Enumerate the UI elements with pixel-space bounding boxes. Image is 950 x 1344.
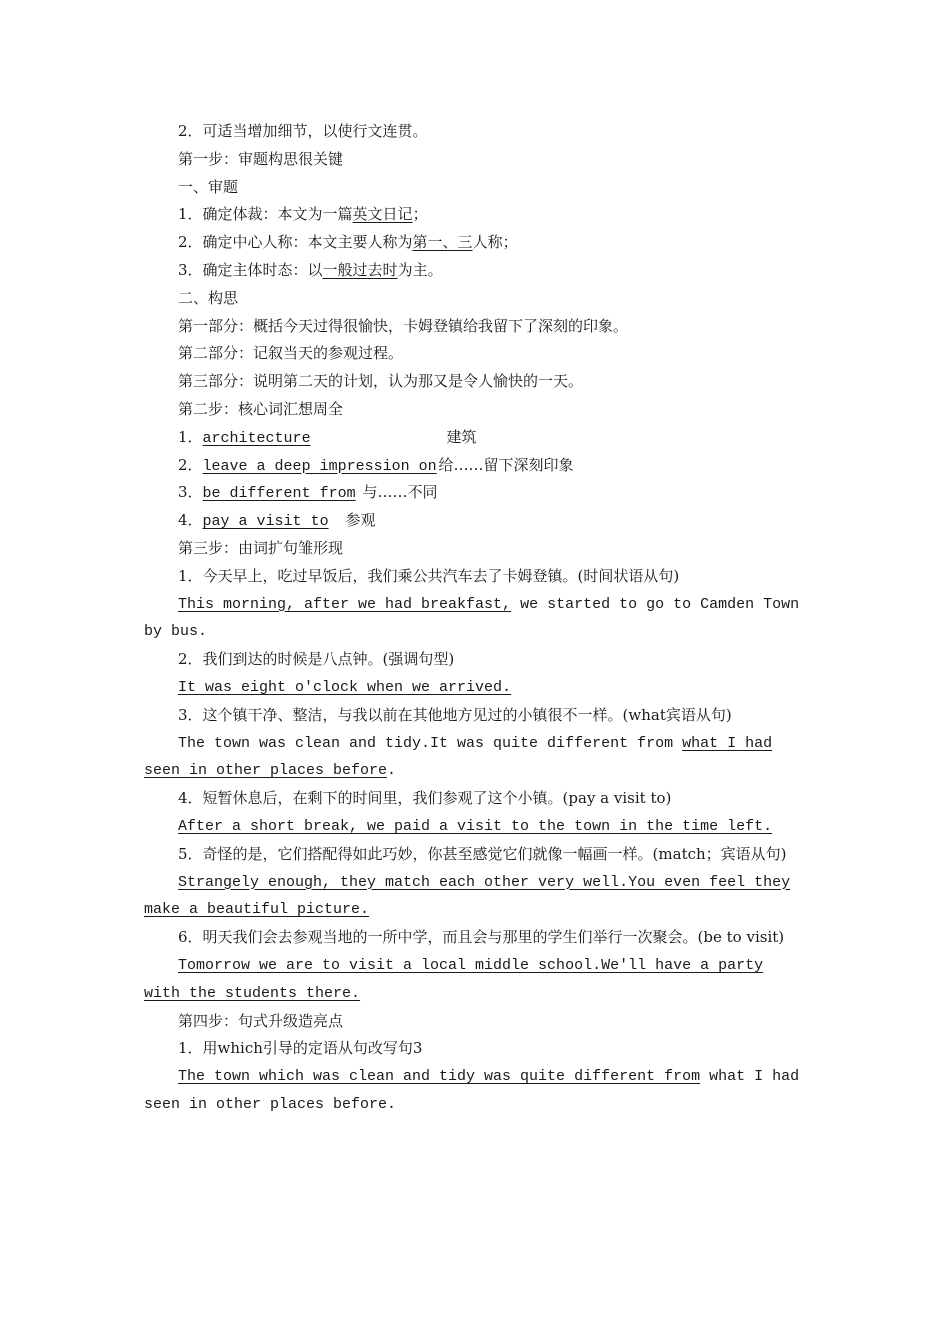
outline-part-1: 第一部分：概括今天过得很愉快，卡姆登镇给我留下了深刻的印象。 bbox=[178, 316, 629, 335]
step-heading: 第三步：由词扩句雏形现 bbox=[178, 538, 344, 557]
sentence-prompt: 1．今天早上，吃过早饭后，我们乘公共汽车去了卡姆登镇。(时间状语从句) bbox=[178, 566, 680, 585]
vocab-meaning: 建筑 bbox=[446, 427, 477, 446]
vocab-item: 2．leave a deep impression on 给……留下深刻印象 bbox=[144, 452, 808, 480]
vocab-word: be different from bbox=[202, 485, 356, 503]
answer-genre: 英文日记 bbox=[352, 205, 413, 224]
answer-person: 第一、三 bbox=[412, 233, 473, 252]
vocab-meaning: 给……留下深刻印象 bbox=[438, 455, 574, 474]
sentence-prompt: 2．我们到达的时候是八点钟。(强调句型) bbox=[178, 650, 455, 669]
step-heading: 第二步：核心词汇想周全 bbox=[178, 399, 344, 418]
sentence-prompt: 4．短暂休息后，在剩下的时间里，我们参观了这个小镇。(pay a visit to) bbox=[178, 789, 672, 808]
analysis-person: 2．确定中心人称：本文主要人称为第一、三人称； bbox=[178, 233, 518, 252]
note-line: 2．可适当增加细节，以使行文连贯。 bbox=[178, 122, 428, 140]
vocab-item: 1．architecture 建筑 bbox=[144, 424, 808, 452]
answer-tense: 一般过去时 bbox=[322, 260, 398, 279]
vocab-item: 3．be different from 与……不同 bbox=[144, 479, 808, 507]
section-heading: 一、审题 bbox=[178, 177, 239, 196]
analysis-genre: 1．确定体裁：本文为一篇英文日记； bbox=[178, 205, 428, 224]
vocab-item: 4．pay a visit to 参观 bbox=[144, 507, 808, 535]
sentence-answer: Tomorrow we are to visit a local middle school.We'll have a party with the students there. bbox=[144, 956, 764, 1002]
sentence-answer: Strangely enough, they match each other very well.You even feel they make a beautiful picture. bbox=[144, 873, 791, 919]
sentence-answer: This morning, after we had breakfast, we started to go to Camden Town by bus. bbox=[144, 595, 800, 641]
outline-part-3: 第三部分：说明第二天的计划，认为那又是令人愉快的一天。 bbox=[178, 372, 584, 391]
vocab-meaning: 与……不同 bbox=[362, 483, 438, 502]
step-heading: 第四步：句式升级造亮点 bbox=[178, 1011, 344, 1030]
section-heading: 二、构思 bbox=[178, 288, 239, 307]
step-heading: 第一步：审题构思很关键 bbox=[178, 149, 344, 168]
vocab-word: leave a deep impression on bbox=[202, 457, 437, 475]
sentence-answer: It was eight o'clock when we arrived. bbox=[178, 678, 512, 696]
sentence-prompt: 6．明天我们会去参观当地的一所中学，而且会与那里的学生们举行一次聚会。(be to visit) bbox=[178, 928, 785, 947]
sentence-answer: After a short break, we paid a visit to the town in the time left. bbox=[178, 817, 773, 835]
outline-part-2: 第二部分：记叙当天的参观过程。 bbox=[178, 344, 404, 363]
sentence-prompt: 1．用which引导的定语从句改写句3 bbox=[178, 1039, 423, 1058]
sentence-prompt: 3．这个镇干净、整洁，与我以前在其他地方见过的小镇很不一样。(what宾语从句) bbox=[178, 705, 732, 724]
vocab-meaning: 参观 bbox=[345, 511, 376, 530]
vocab-word: pay a visit to bbox=[202, 513, 329, 531]
analysis-tense: 3．确定主体时态：以一般过去时为主。 bbox=[178, 260, 443, 279]
sentence-answer: The town was clean and tidy.It was quite different from what I had seen in other places before. bbox=[144, 734, 773, 780]
sentence-prompt: 5．奇怪的是，它们搭配得如此巧妙，你甚至感觉它们就像一幅画一样。(match；宾语从句) bbox=[178, 844, 787, 863]
sentence-answer: The town which was clean and tidy was quite different from what I had seen in other places before. bbox=[144, 1068, 800, 1113]
vocab-word: architecture bbox=[202, 429, 311, 447]
document-page bbox=[144, 118, 808, 1119]
